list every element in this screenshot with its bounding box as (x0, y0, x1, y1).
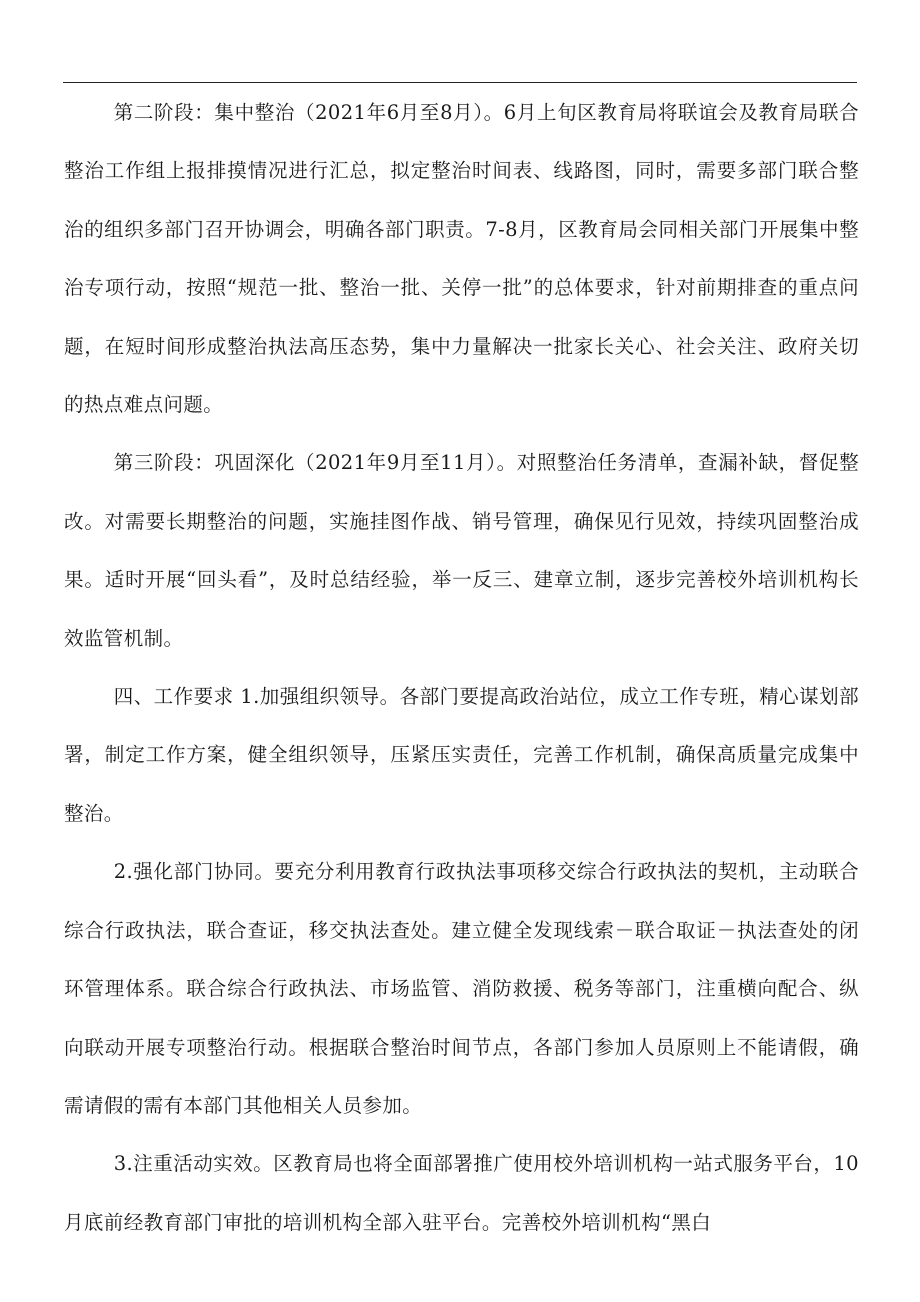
paragraph-phase-two: 第二阶段：集中整治（2021年6月至8月）。6月上旬区教育局将联谊会及教育局联合整治工作组上报排摸情况进行汇总，拟定整治时间表、线路图，同时，需要多部门联合整治的组织多部门召开协调会，明确各部门职责。7-8月，区教育局会同相关部门开展集中整治专项行动，按照“规范一批、整治一批、关停一批”的总体要求，针对前期排查的重点问题，在短时间形成整治执法高压态势，集中力量解决一批家长关心、社会关注、政府关切的热点难点问题。 (64, 101, 859, 417)
paragraph-activity-effectiveness: 3.注重活动实效。区教育局也将全面部署推广使用校外培训机构一站式服务平台，10月底前经教育部门审批的培训机构全部入驻平台。完善校外培训机构“黑白 (64, 1152, 859, 1234)
paragraph-work-requirements: 四、工作要求 1.加强组织领导。各部门要提高政治站位，成立工作专班，精心谋划部署，制定工作方案，健全组织领导，压紧压实责任，完善工作机制，确保高质量完成集中整治。 (64, 685, 859, 825)
header-rule (63, 82, 857, 83)
paragraph-phase-three: 第三阶段：巩固深化（2021年9月至11月）。对照整治任务清单，查漏补缺，督促整改。对需要长期整治的问题，实施挂图作战、销号管理，确保见行见效，持续巩固整治成果。适时开展“回头看”，及时总结经验，举一反三、建章立制，逐步完善校外培训机构长效监管机制。 (64, 451, 859, 650)
paragraph-department-coordination: 2.强化部门协同。要充分利用教育行政执法事项移交综合行政执法的契机，主动联合综合行政执法，联合查证，移交执法查处。建立健全发现线索－联合取证－执法查处的闭环管理体系。联合综合行政执法、市场监管、消防救援、税务等部门，注重横向配合、纵向联动开展专项整治行动。根据联合整治时间节点，各部门参加人员原则上不能请假，确需请假的需有本部门其他相关人员参加。 (64, 860, 859, 1117)
document-body (64, 84, 859, 1252)
